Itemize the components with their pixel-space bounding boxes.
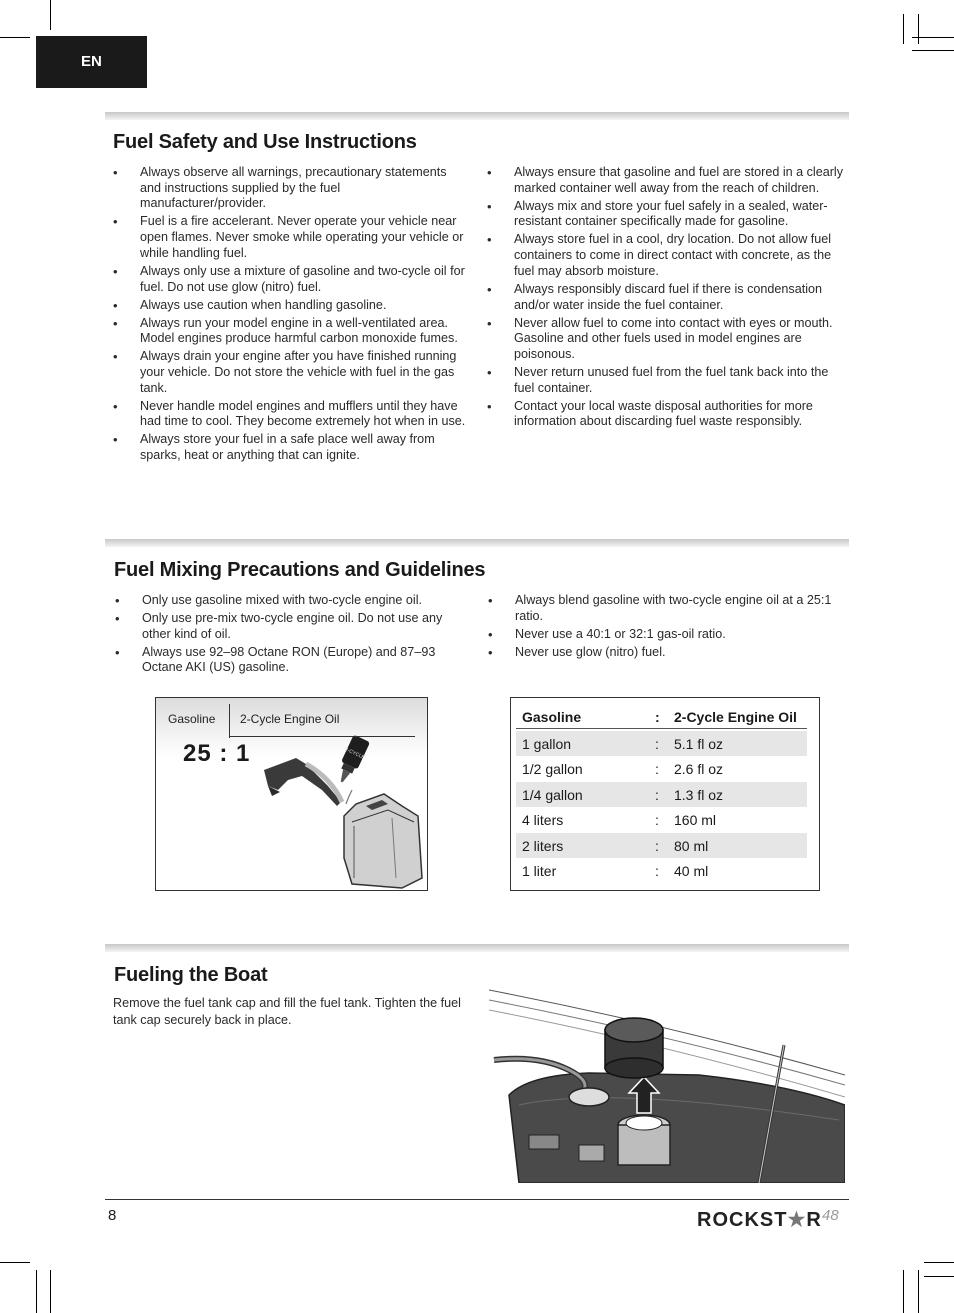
crop-mark <box>918 1270 919 1313</box>
table-row <box>516 782 807 807</box>
gasoline-cell: 4 liters <box>522 812 564 828</box>
separator-cell: : <box>655 787 659 803</box>
star-icon: ★ <box>787 1209 807 1231</box>
gasoline-cell: 1 gallon <box>522 736 572 752</box>
crop-mark <box>36 1270 37 1313</box>
crop-mark <box>903 1270 904 1313</box>
rockstar-logo <box>697 1207 822 1232</box>
fuel-mixing-list-right <box>488 593 838 663</box>
crop-mark <box>50 1270 51 1313</box>
table-row <box>516 833 807 858</box>
footer-divider <box>105 1199 849 1200</box>
list-item: • Only use gasoline mixed with two-cycle engine oil. <box>115 593 470 609</box>
oil-cell: 160 ml <box>674 812 717 828</box>
list-item: • Never return unused fuel from the fuel tank back into the fuel container. <box>487 365 847 396</box>
oil-cell: 2.6 fl oz <box>674 761 724 777</box>
list-item: • Only use pre-mix two-cycle engine oil. Do not use any other kind of oil. <box>115 611 470 642</box>
svg-text:2-CYCLE: 2-CYCLE <box>343 746 366 762</box>
gasoline-cell: 1 liter <box>522 863 557 879</box>
crop-mark <box>912 50 954 51</box>
section-title-fueling-boat: Fueling the Boat <box>114 964 268 986</box>
mix-ratio: 25 : 1 <box>183 740 251 767</box>
list-item: • Always mix and store your fuel safely in a sealed, water-resistant container specifically made for gasoline. <box>487 199 847 230</box>
list-item: • Always ensure that gasoline and fuel are stored in a clearly marked container well away from the reach of children. <box>487 165 847 196</box>
list-item: • Always use caution when handling gasoline. <box>113 298 468 314</box>
section-divider <box>105 944 849 952</box>
table-row <box>516 731 807 756</box>
list-item: • Never allow fuel to come into contact with eyes or mouth. Gasoline and other fuels used in model engines are poisonous. <box>487 316 847 363</box>
fuel-mix-figure <box>155 697 428 891</box>
fuel-safety-list-left <box>113 165 468 466</box>
header-underline <box>229 736 415 737</box>
logo-text-right: R <box>806 1209 822 1231</box>
crop-mark <box>0 1262 30 1263</box>
header-gasoline: Gasoline <box>522 709 582 725</box>
list-item: • Fuel is a fire accelerant. Never operate your vehicle near open flames. Never smoke while operating your vehicle or while handling fuel. <box>113 214 468 261</box>
gasoline-label: Gasoline <box>168 712 216 726</box>
oil-label: 2-Cycle Engine Oil <box>240 712 340 726</box>
separator-cell: : <box>655 761 659 777</box>
list-item: • Always blend gasoline with two-cycle engine oil at a 25:1 ratio. <box>488 593 838 624</box>
separator-cell: : <box>655 736 659 752</box>
list-item: • Always drain your engine after you have finished running your vehicle. Do not store the vehicle with fuel in the gas tank. <box>113 349 468 396</box>
fuel-tank-photo <box>489 985 845 1183</box>
oil-cell: 5.1 fl oz <box>674 736 724 752</box>
separator-cell: : <box>655 863 659 879</box>
header-divider <box>229 704 230 738</box>
crop-mark <box>918 14 919 44</box>
gasoline-cell: 2 liters <box>522 838 564 854</box>
mixing-ratio-table <box>510 697 820 891</box>
section-title-fuel-safety: Fuel Safety and Use Instructions <box>113 131 417 153</box>
fuel-tank-illustration <box>489 985 845 1183</box>
language-tab: EN <box>36 36 147 88</box>
oil-cell: 80 ml <box>674 838 709 854</box>
table-row <box>516 756 807 781</box>
separator-cell: : <box>655 838 659 854</box>
oil-cell: 40 ml <box>674 863 709 879</box>
crop-mark <box>903 14 904 44</box>
gasoline-cell: 1/4 gallon <box>522 787 583 803</box>
model-number: 48 <box>822 1207 839 1224</box>
list-item: • Never use glow (nitro) fuel. <box>488 645 838 661</box>
list-item: • Always store your fuel in a safe place well away from sparks, heat or anything that can ignite. <box>113 432 468 463</box>
gasoline-cell: 1/2 gallon <box>522 761 583 777</box>
crop-mark <box>924 1262 954 1263</box>
section-divider <box>105 112 849 120</box>
list-item: • Always run your model engine in a well-ventilated area. Model engines produce harmful carbon monoxide fumes. <box>113 316 468 347</box>
list-item: • Always responsibly discard fuel if there is condensation and/or water inside the fuel container. <box>487 282 847 313</box>
logo-text-left: ROCKST <box>697 1209 788 1231</box>
header-oil: 2-Cycle Engine Oil <box>674 709 797 725</box>
table-row <box>516 807 807 832</box>
list-item: • Always observe all warnings, precautionary statements and instructions supplied by the fuel manufacturer/provider. <box>113 165 468 212</box>
list-item: • Never handle model engines and mufflers until they have had time to cool. They become extremely hot when in use. <box>113 399 468 430</box>
list-item: • Contact your local waste disposal authorities for more information about discarding fuel waste responsibly. <box>487 399 847 430</box>
fuel-can-illustration <box>156 698 428 891</box>
list-item: • Always store fuel in a cool, dry location. Do not allow fuel containers to come in direct contact with concrete, as the fuel may absorb moisture. <box>487 232 847 279</box>
fueling-instructions: Remove the fuel tank cap and fill the fuel tank. Tighten the fuel tank cap securely back in place. <box>113 996 461 1027</box>
separator-cell: : <box>655 812 659 828</box>
crop-mark <box>924 1276 954 1277</box>
section-title-fuel-mixing: Fuel Mixing Precautions and Guidelines <box>114 559 486 581</box>
list-item: • Always use 92–98 Octane RON (Europe) and 87–93 Octane AKI (US) gasoline. <box>115 645 470 676</box>
list-item: • Never use a 40:1 or 32:1 gas-oil ratio. <box>488 627 838 643</box>
fuel-mixing-list-left <box>115 593 470 678</box>
section-divider <box>105 539 849 547</box>
table-row <box>516 858 807 883</box>
header-separator: : <box>655 709 660 725</box>
list-item: • Always only use a mixture of gasoline and two-cycle oil for fuel. Do not use glow (nitro) fuel. <box>113 264 468 295</box>
page-number: 8 <box>108 1207 117 1224</box>
crop-mark <box>0 37 30 38</box>
crop-mark <box>50 0 51 30</box>
table-header <box>516 704 807 729</box>
crop-mark <box>912 37 954 38</box>
fuel-safety-list-right <box>487 165 847 432</box>
oil-cell: 1.3 fl oz <box>674 787 724 803</box>
